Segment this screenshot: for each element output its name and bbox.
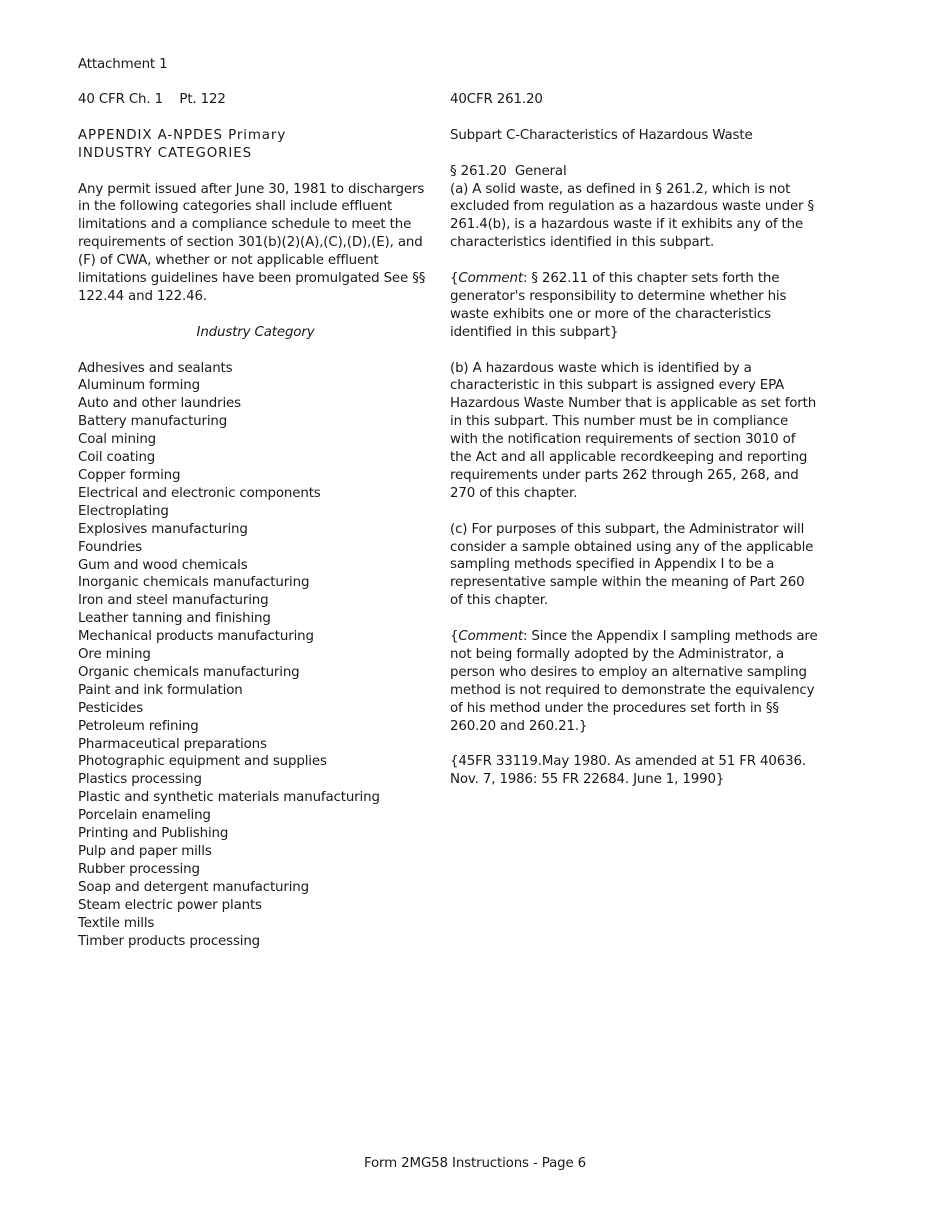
right-cfr-reference: 40CFR 261.20	[450, 92, 543, 107]
industry-category-item: Photographic equipment and supplies	[78, 754, 327, 770]
industry-category-item: Battery manufacturing	[78, 414, 228, 430]
spacer	[450, 503, 818, 521]
industry-category-item: Soap and detergent manufacturing	[78, 879, 309, 895]
paragraph-a: (a) A solid waste, as defined in § 261.2, which is not excluded from regulation as a hazardous waste under § 261.4(b), is a hazardous waste if it exhibits any of the characteristics identified in this subpart.	[450, 181, 815, 251]
spacer	[78, 163, 433, 181]
spacer	[450, 145, 818, 163]
industry-category-item: Steam electric power plants	[78, 897, 262, 913]
industry-category-item: Mechanical products manufacturing	[78, 629, 314, 645]
spacer	[78, 342, 433, 360]
industry-category-item: Explosives manufacturing	[78, 521, 248, 537]
industry-category-item: Timber products processing	[78, 933, 261, 949]
industry-category-item: Leather tanning and finishing	[78, 611, 271, 627]
industry-category-item: Plastics processing	[78, 772, 202, 788]
industry-category-item: Rubber processing	[78, 861, 200, 877]
industry-category-item: Organic chemicals manufacturing	[78, 664, 300, 680]
industry-category-item: Textile mills	[78, 915, 155, 931]
appendix-intro-paragraph: Any permit issued after June 30, 1981 to dischargers in the following categories shall include effluent limitations and a compliance schedule to meet the requirements of section 301(b)(2)(A),(C),(D),(E), and (F) of CWA, whether or not applicable effluent limitations guidelines have been promulgated See §§ 122.44 and 122.46.	[78, 181, 426, 304]
industry-category-item: Inorganic chemicals manufacturing	[78, 575, 310, 591]
comment-1	[450, 270, 818, 342]
industry-category-item: Pulp and paper mills	[78, 844, 212, 859]
spacer	[78, 306, 433, 324]
comment-2-label: Comment	[458, 629, 523, 645]
industry-category-item: Petroleum refining	[78, 718, 199, 734]
industry-category-item: Auto and other laundries	[78, 396, 241, 412]
comment-2-text: : Since the Appendix I sampling methods are not being formally adopted by the Administrator, a person who desires to employ an alternative sampling method is not required to demonstrate the equivalency of his method under the procedures set forth in §§ 260.20 and 260.21.}	[450, 629, 818, 734]
appendix-title-line2: INDUSTRY CATEGORIES	[78, 145, 252, 161]
comment-1-label: Comment	[458, 271, 523, 287]
subpart-title: Subpart C-Characteristics of Hazardous Waste	[450, 127, 753, 143]
paragraph-b: (b) A hazardous waste which is identified by a characteristic in this subpart is assigned every EPA Hazardous Waste Number that is applicable as set forth in this subpart. This number must be in compliance with the notification requirements of section 3010 of the Act and all applicable recordkeeping and reporting requirements under parts 262 through 265, 268, and 270 of this chapter.	[450, 360, 817, 501]
comment-2	[450, 628, 818, 735]
industry-category-list	[78, 360, 433, 951]
spacer	[450, 342, 818, 360]
appendix-title-line1: APPENDIX A-NPDES Primary	[78, 127, 287, 143]
industry-category-item: Aluminum forming	[78, 378, 200, 394]
industry-category-item: Coil coating	[78, 450, 156, 466]
industry-category-item: Porcelain enameling	[78, 808, 211, 824]
industry-category-item: Paint and ink formulation	[78, 682, 243, 698]
industry-category-item: Pesticides	[78, 700, 144, 716]
industry-category-item: Plastic and synthetic materials manufacturing	[78, 790, 380, 806]
section-heading: § 261.20 General	[450, 163, 567, 179]
industry-category-item: Printing and Publishing	[78, 826, 229, 842]
left-cfr-reference: 40 CFR Ch. 1 Pt. 122	[78, 92, 226, 107]
industry-category-item: Foundries	[78, 539, 142, 555]
industry-category-item: Adhesives and sealants	[78, 360, 233, 376]
industry-category-item: Coal mining	[78, 432, 157, 448]
industry-category-heading: Industry Category	[196, 324, 315, 340]
spacer	[450, 252, 818, 270]
comment-1-open-brace: {	[450, 271, 459, 287]
industry-category-item: Copper forming	[78, 467, 181, 483]
attachment-label: Attachment 1	[78, 57, 168, 72]
industry-category-item: Ore mining	[78, 647, 151, 663]
comment-1-text: : § 262.11 of this chapter sets forth the generator's responsibility to determine whether his waste exhibits one or more of the characteristics identified in this subpart}	[450, 271, 787, 340]
spacer	[78, 109, 433, 127]
spacer	[450, 610, 818, 628]
left-column	[78, 91, 433, 950]
citation: {45FR 33119.May 1980. As amended at 51 FR 40636. Nov. 7, 1986: 55 FR 22684. June 1, 1990}	[450, 754, 806, 788]
industry-category-item: Pharmaceutical preparations	[78, 736, 267, 752]
industry-category-item: Electrical and electronic components	[78, 485, 321, 501]
paragraph-c: (c) For purposes of this subpart, the Administrator will consider a sample obtained using any of the applicable sampling methods specified in Appendix I to be a representative sample within the meaning of Part 260 of this chapter.	[450, 521, 814, 609]
page-footer: Form 2MG58 Instructions - Page 6	[363, 1156, 587, 1171]
right-column	[450, 91, 818, 789]
spacer	[450, 736, 818, 754]
industry-category-item: Electroplating	[78, 503, 169, 519]
industry-category-item: Gum and wood chemicals	[78, 557, 248, 573]
spacer	[450, 109, 818, 127]
comment-2-open-brace: {	[450, 629, 459, 645]
industry-category-item: Iron and steel manufacturing	[78, 593, 269, 609]
